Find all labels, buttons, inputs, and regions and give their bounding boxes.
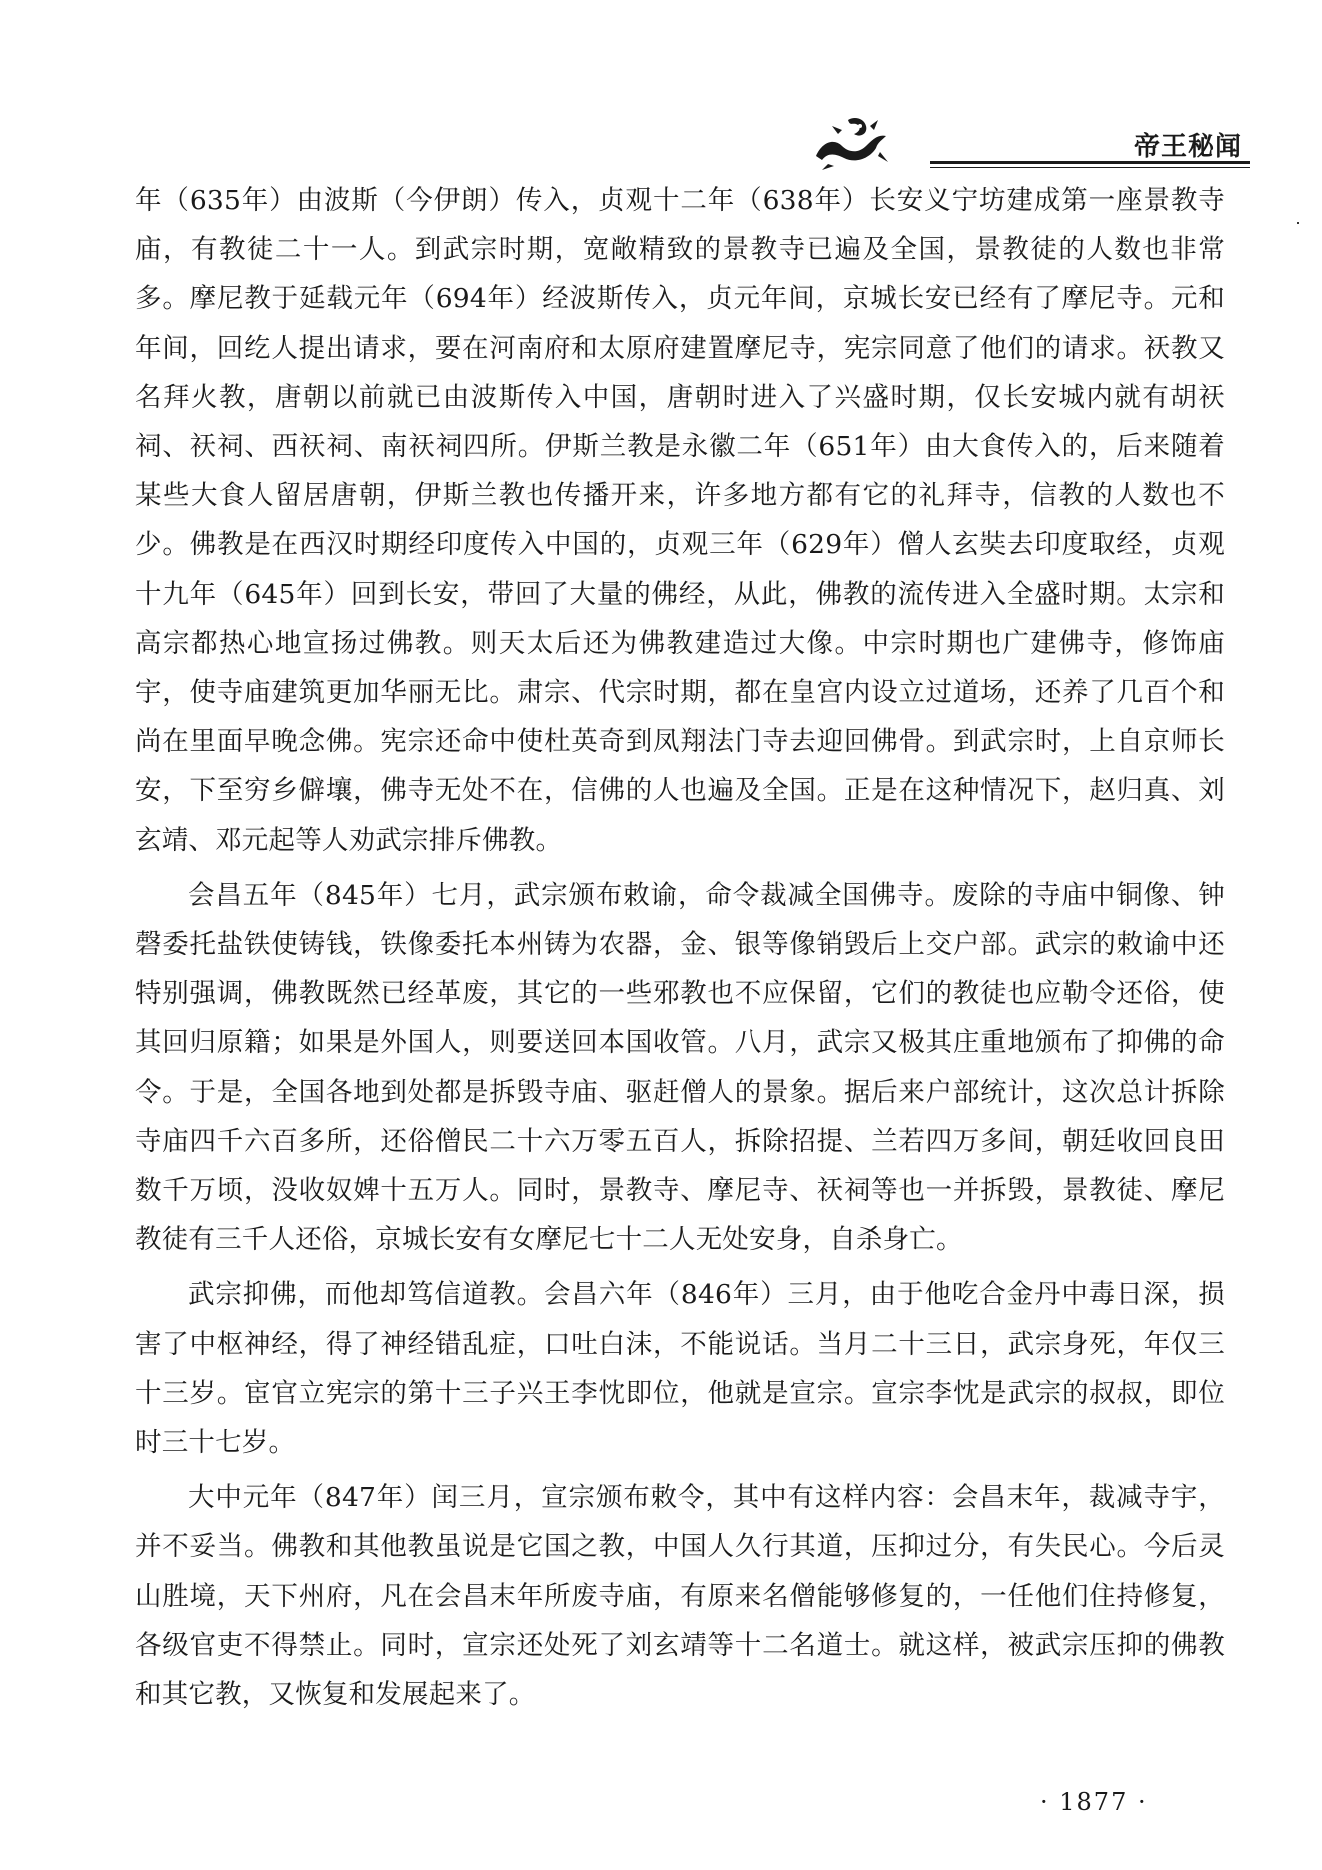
header-rule-thin — [930, 167, 1250, 168]
header-rule-thick — [930, 161, 1250, 164]
dragon-emblem-icon — [808, 112, 894, 172]
body-text — [135, 176, 1225, 1725]
scan-speck — [1297, 222, 1299, 224]
page-number: · 1877 · — [1040, 1788, 1148, 1816]
section-title: 帝王秘闻 — [1133, 132, 1242, 162]
paragraph: 大中元年（847年）闰三月，宣宗颁布敕令，其中有这样内容：会昌末年，裁减寺宇，并不妥当。佛教和其他教虽说是它国之教，中国人久行其道，压抑过分，有失民心。今后灵山胜境，天下州府，凡在会昌末年所废寺庙，有原来名僧能够修复的，一任他们住持修复，各级官吏不得禁止。同时，宣宗还处死了刘玄靖等十二名道士。就这样，被武宗压抑的佛教和其它教，又恢复和发展起来了。 — [135, 1482, 1225, 1711]
paragraph: 会昌五年（845年）七月，武宗颁布敕谕，命令裁减全国佛寺。废除的寺庙中铜像、钟磬委托盐铁使铸钱，铁像委托本州铸为农器，金、银等像销毁后上交户部。武宗的敕谕中还特别强调，佛教既然已经革废，其它的一些邪教也不应保留，它们的教徒也应勒令还俗，使其回归原籍；如果是外国人，则要送回本国收管。八月，武宗又极其庄重地颁布了抑佛的命令。于是，全国各地到处都是拆毁寺庙、驱赶僧人的景象。据后来户部统计，这次总计拆除寺庙四千六百多所，还俗僧民二十六万零五百人，拆除招提、兰若四万多间，朝廷收回良田数千万顷，没收奴婢十五万人。同时，景教寺、摩尼寺、祆祠等也一并拆毁，景教徒、摩尼教徒有三千人还俗，京城长安有女摩尼七十二人无处安身，自杀身亡。 — [135, 879, 1225, 1256]
paragraph: 年（635年）由波斯（今伊朗）传入，贞观十二年（638年）长安义宁坊建成第一座景教寺庙，有教徒二十一人。到武宗时期，宽敞精致的景教寺已遍及全国，景教徒的人数也非常多。摩尼教于延载元年（694年）经波斯传入，贞元年间，京城长安已经有了摩尼寺。元和年间，回纥人提出请求，要在河南府和太原府建置摩尼寺，宪宗同意了他们的请求。祆教又名拜火教，唐朝以前就已由波斯传入中国，唐朝时进入了兴盛时期，仅长安城内就有胡祆祠、祆祠、西祆祠、南祆祠四所。伊斯兰教是永徽二年（651年）由大食传入的，后来随着某些大食人留居唐朝，伊斯兰教也传播开来，许多地方都有它的礼拜寺，信教的人数也不少。佛教是在西汉时期经印度传入中国的，贞观三年（629年）僧人玄奘去印度取经，贞观十九年（645年）回到长安，带回了大量的佛经，从此，佛教的流传进入全盛时期。太宗和高宗都热心地宣扬过佛教。则天太后还为佛教建造过大像。中宗时期也广建佛寺，修饰庙宇，使寺庙建筑更加华丽无比。肃宗、代宗时期，都在皇宫内设立过道场，还养了几百个和尚在里面早晚念佛。宪宗还命中使杜英奇到凤翔法门寺去迎回佛骨。到武宗时，上自京师长安，下至穷乡僻壤，佛寺无处不在，信佛的人也遍及全国。正是在这种情况下，赵归真、刘玄靖、邓元起等人劝武宗排斥佛教。 — [135, 185, 1225, 856]
paragraph: 武宗抑佛，而他却笃信道教。会昌六年（846年）三月，由于他吃合金丹中毒日深，损害了中枢神经，得了神经错乱症，口吐白沫，不能说话。当月二十三日，武宗身死，年仅三十三岁。宦官立宪宗的第十三子兴王李忱即位，他就是宣宗。宣宗李忱是武宗的叔叔，即位时三十七岁。 — [135, 1279, 1225, 1459]
running-header — [790, 92, 1250, 170]
